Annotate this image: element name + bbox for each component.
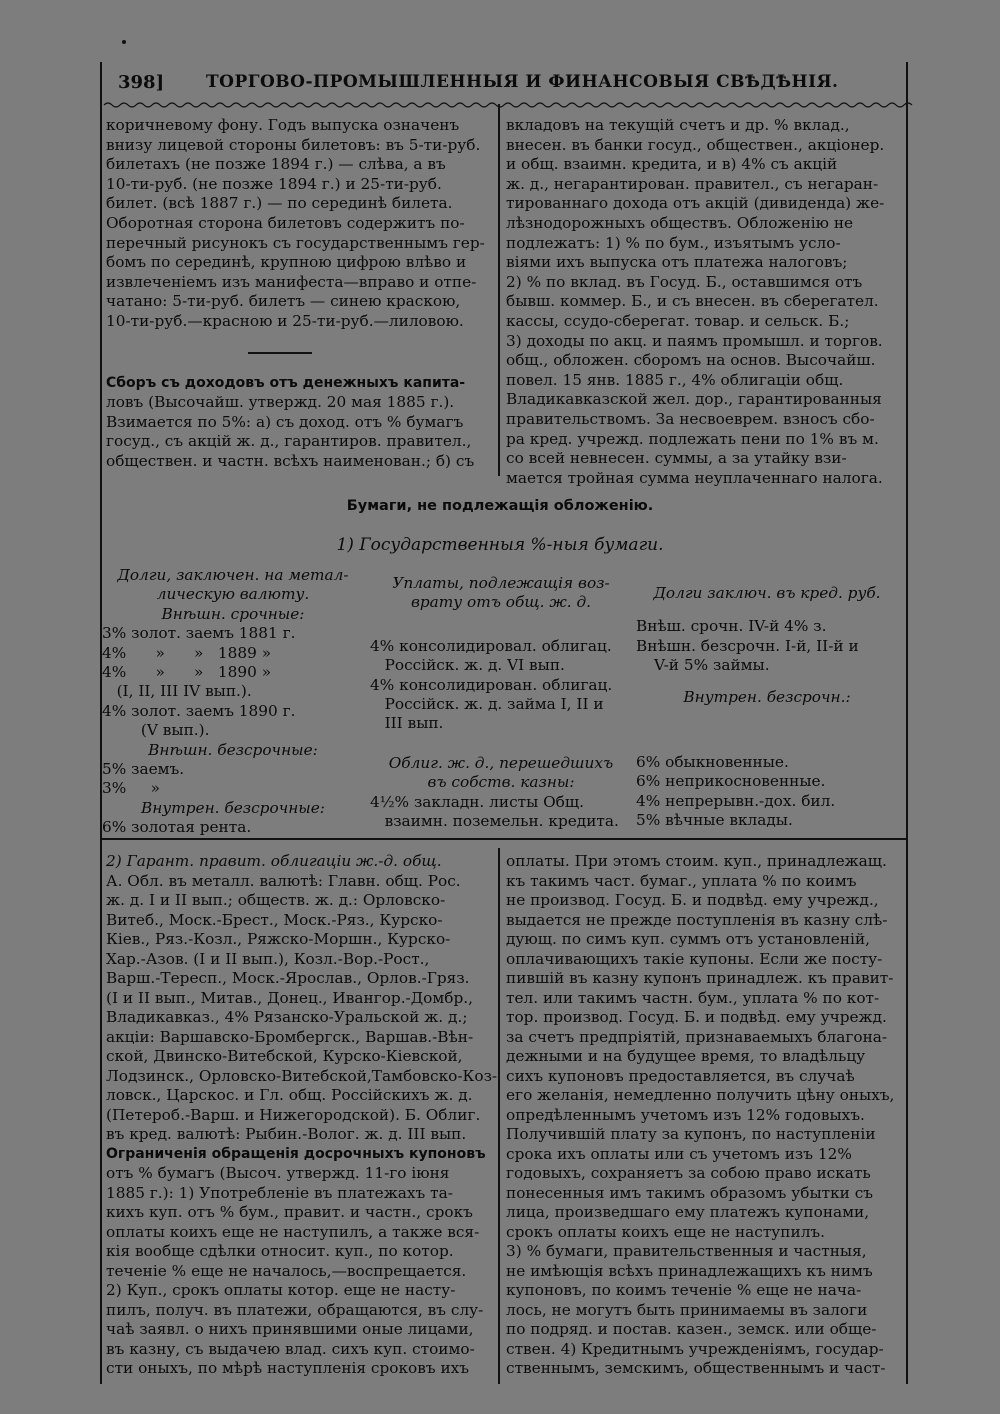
table-row: 4% консолидирован. облигац. [370,675,613,694]
table-row: 3% » [102,779,160,798]
text-line: опредѣленнымъ учетомъ изъ 12% годовыхъ. [506,1105,865,1124]
text-line: Варш.-Тересп., Моск.-Ярослав., Орлов.-Гряз. [106,969,470,987]
text-line: А. Обл. въ металл. валютѣ: Главн. общ. Рос. [106,871,461,890]
text-line: оплаты коихъ еще не наступилъ, а также вся- [106,1222,480,1241]
section-subtitle: 1) Государственныя %-ныя бумаги. [336,535,664,555]
text-line: выдается не прежде поступленія въ казну слѣ- [506,910,888,929]
text-line: его желанія, немедленно получить цѣну оныхъ, [506,1086,895,1104]
text-line: лось, не могутъ быть принимаемы въ залоги [506,1300,868,1319]
text-line: повел. 15 янв. 1885 г., 4% облигаціи общ. [506,370,844,389]
text-line: купоновъ, по коимъ теченіе % еще не нача- [506,1281,862,1299]
table-row: 6% золотая рента. [102,818,252,837]
col-subheader: Облиг. ж. д., перешедшихъ [388,753,614,772]
text-line: обществен. и частн. всѣхъ наименован.; б) съ [106,451,475,470]
text-line: ловъ (Высочайш. утвержд. 20 мая 1885 г.). [106,393,455,412]
running-title: ТОРГОВО-ПРОМЫШЛЕННЫЯ И ФИНАНСОВЫЯ СВѢДѢНІЯ. [206,72,839,92]
col-subheader: Внѣшн. безсрочные: [148,740,318,759]
table-row: Внѣшн. безсрочн. I-й, II-й и [636,636,859,655]
text-line: ж. д. I и II вып.; обществ. ж. д.: Орловско- [106,891,446,909]
top-column-divider [498,104,500,476]
text-line: Кіев., Ряз.-Козл., Ряжско-Моршн., Курско- [106,930,451,948]
table-col-metal-currency [102,566,364,838]
text-line: ж. д., негарантирован. правител., съ негаран- [506,174,879,193]
text-line: лѣзнодорожныхъ обществъ. Обложенію не [506,213,854,232]
text-line: въ кред. валютѣ: Рыбин.-Волог. ж. д. III вып. [106,1125,467,1143]
table-row: Россійск. ж. д. займа I, II и [370,695,604,714]
bottom-column-divider [498,848,500,1384]
col-header: Долги заключ. въ кред. руб. [653,584,881,602]
text-line: бомъ по серединѣ, крупною цифрою влѣво и [106,253,467,272]
text-line: мается тройная сумма неуплаченнаго налога. [506,468,883,487]
table-row: 4% золот. заемъ 1890 г. [102,701,296,720]
table-row: 5% вѣчные вклады. [636,811,793,830]
right-margin-line [906,62,908,1384]
text-line: дующ. по симъ куп. суммъ отъ установленій, [506,930,870,948]
text-line: годовыхъ, сохраняетъ за собою право искать [506,1164,871,1182]
table-row: (I, II, III IV вып.). [102,682,252,701]
col-subheader: Внѣшн. срочные: [161,604,305,623]
table-row: 4% » » 1890 » [102,663,272,682]
section-heading-tax: Сборъ съ доходовъ отъ денежныхъ капита- [106,374,466,391]
text-line: пилъ, получ. въ платежи, обращаются, въ слу- [106,1300,484,1319]
table-row: Внѣш. срочн. IV-й 4% з. [636,617,827,636]
text-line: сти оныхъ, по мѣрѣ наступленія сроковъ ихъ [106,1359,470,1377]
text-line: Владикавказ., 4% Рязанско-Уральской ж. д.; [106,1008,468,1026]
table-row: 4% непрерывн.-дох. бил. [636,791,836,810]
text-line: Витеб., Моск.-Брест., Моск.-Ряз., Курско- [106,910,443,929]
top-left-para1 [106,116,490,332]
text-line: срока ихъ оплаты или съ учетомъ изъ 12% [506,1144,852,1163]
table-row: III вып. [370,714,444,733]
text-line: Получившій плату за купонъ, по наступленіи [506,1125,876,1143]
table-row: взаимн. поземельн. кредита. [370,812,619,831]
col-subheader: въ собств. казны: [427,773,575,792]
text-line: дежными и на будущее время, то владѣльцу [506,1047,866,1065]
text-line: за счетъ предпріятій, признаваемыхъ благона- [506,1027,888,1046]
section-title: Бумаги, не подлежащія обложенію. [346,498,654,514]
text-line: сихъ купоновъ предоставляется, въ случаѣ [506,1066,855,1085]
text-line: не имѣющія всѣхъ принадлежащихъ къ нимъ [506,1261,873,1280]
text-line: перечный рисунокъ съ государственнымъ гер- [106,233,485,252]
text-line: ра кред. учрежд. подлежать пени по 1% въ м. [506,429,879,448]
text-line: Оборотная сторона билетовъ содержитъ по- [106,213,465,232]
text-line: билет. (всѣ 1887 г.) — по серединѣ билета. [106,194,453,213]
text-line: по подряд. и постав. казен., земск. или обще- [506,1320,877,1338]
text-line: ловск., Царскос. и Гл. общ. Россійскихъ ж. д. [106,1086,473,1104]
table-row: 5% заемъ. [102,760,185,779]
text-line: не производ. Госуд. Б. и подвѣд. ему учрежд., [506,891,879,909]
text-line: віями ихъ выпуска отъ платежа налоговъ; [506,253,848,272]
text-line: внизу лицевой стороны билетовъ: въ 5-ти-руб. [106,135,481,154]
text-line: Взимается по 5%: а) съ доход. отъ % бумагъ [106,412,464,431]
text-line: 3) доходы по акц. и паямъ промышл. и торгов. [506,331,883,350]
text-line: ствен. 4) Кредитнымъ учрежденіямъ, государ- [506,1339,884,1358]
text-line: тел. или такимъ частн. бум., уплата % по кот- [506,988,880,1007]
text-line: госуд., съ акцій ж. д., гарантиров. правител., [106,432,472,451]
text-line: правительствомъ. За несвоеврем. взносъ сбо- [506,409,875,428]
text-line: ской, Двинско-Витебской, Курско-Кіевской, [106,1047,463,1065]
page-number: 398] [118,72,165,93]
text-line: пившій въ казну купонъ принадлеж. къ правит- [506,969,894,987]
table-row: 4% » » 1889 » [102,643,272,662]
text-line: 1885 г.): 1) Употребленіе въ платежахъ та- [106,1183,453,1202]
table-row: Россійск. ж. д. VI вып. [370,656,565,675]
text-line: и общ. взаимн. кредита, и в) 4% съ акцій [506,155,838,174]
col-header: лическую валюту. [156,585,310,604]
bottom-right-column [506,852,898,1382]
text-line: кія вообще сдѣлки относит. куп., по котор. [106,1242,454,1260]
wavy-rule [104,100,912,110]
col-subheader: Внутрен. безсрочные: [141,798,325,817]
stray-dot-mark [122,40,126,44]
table-row: 6% обыкновенные. [636,753,789,772]
text-line: билетахъ (не позже 1894 г.) — слѣва, а въ [106,155,446,174]
table-row: (V вып.). [102,721,210,740]
col-header: врату отъ общ. ж. д. [410,593,592,612]
top-left-para2 [106,374,490,472]
col-subheader: Внутрен. безсрочн.: [683,687,851,706]
text-line: (I и II вып., Митав., Донец., Ивангор.-Домбр., [106,988,473,1007]
text-line: въ казну, съ выдачею влад. сихъ куп. стоимо- [106,1339,475,1358]
col-header: Долги, заключен. на метал- [117,566,349,584]
text-line: чаѣ заявл. о нихъ принявшими оные лицами, [106,1320,474,1338]
text-line: 2) % по вклад. въ Госуд. Б., оставшимся отъ [506,272,863,291]
text-line: бывш. коммер. Б., и съ внесен. въ сберегател. [506,292,879,311]
table-row: 4½% закладн. листы Общ. [370,792,584,811]
top-left-column [106,116,490,476]
text-line: оплаты. При этомъ стоим. куп., принадлежащ. [506,852,887,870]
section-heading-coupons: Ограниченія обращенія досрочныхъ купоновъ [106,1145,486,1162]
text-line: срокъ оплаты коихъ еще не наступилъ. [506,1222,826,1241]
table-row: 6% неприкосновенные. [636,772,826,791]
bottom-left-column [106,852,498,1382]
text-line: понесенныя имъ такимъ образомъ убытки съ [506,1183,874,1202]
text-line: тированнаго дохода отъ акцій (дивиденда) же- [506,194,885,213]
text-line: оплачивающихъ такіе купоны. Если же посту- [506,949,883,968]
text-line: отъ % бумагъ (Высоч. утвержд. 11-го іюня [106,1164,450,1182]
text-line: со всей невнесен. суммы, а за утайку взи- [506,449,847,468]
col-header: Уплаты, подлежащія воз- [392,574,610,592]
text-line: тор. производ. Госуд. Б. и подвѣд. ему учрежд. [506,1008,887,1026]
text-line: къ такимъ част. бумаг., уплата % по коимъ [506,871,857,890]
horizontal-rule [100,838,908,840]
text-line: 2) Гарант. правит. облигаціи ж.-д. общ. [106,852,442,870]
text-line: 10-ти-руб.—красною и 25-ти-руб.—лиловою. [106,311,464,330]
text-line: внесен. въ банки госуд., обществен., акціонер. [506,135,885,154]
table-row: 4% консолидировал. облигац. [370,636,612,655]
text-line: вкладовъ на текущій счетъ и др. % вклад., [506,116,850,134]
table-row: V-й 5% займы. [654,656,770,675]
text-line: лица, произведшаго ему платежъ купонами, [506,1203,870,1221]
table-col-railway-payments [370,574,632,831]
short-separator [248,352,312,354]
text-line: ственнымъ, земскимъ, общественнымъ и част- [506,1359,886,1377]
text-line: (Петероб.-Варш. и Нижегородской). Б. Облиг. [106,1105,481,1124]
text-line: теченіе % еще не началось,—воспрещается. [106,1261,467,1280]
table-row: 3% золот. заемъ 1881 г. [102,624,296,643]
text-line: кихъ куп. отъ % бум., правит. и частн., срокъ [106,1203,473,1221]
text-line: 3) % бумаги, правительственныя и частныя, [506,1242,867,1260]
text-line: Хар.-Азов. (I и II вып.), Козл.-Вор.-Рост., [106,949,430,968]
text-line: кассы, ссудо-сберегат. товар. и сельск. Б.; [506,311,850,330]
text-line: коричневому фону. Годъ выпуска означенъ [106,116,460,134]
text-line: чатано: 5-ти-руб. билетъ — синею краскою, [106,292,461,311]
text-line: 2) Куп., срокъ оплаты котор. еще не насту- [106,1281,456,1299]
text-line: общ., обложен. сборомъ на основ. Высочайш. [506,351,876,370]
table-col-credit-rubles [636,584,898,831]
text-line: подлежатъ: 1) % по бум., изъятымъ усло- [506,233,841,252]
text-line: Владикавказской жел. дор., гарантированныя [506,390,882,409]
text-line: 10-ти-руб. (не позже 1894 г.) и 25-ти-руб. [106,174,442,193]
text-line: акціи: Варшавско-Бромбергск., Варшав.-Вѣн- [106,1027,474,1046]
top-right-column [506,116,898,487]
text-line: Лодзинск., Орловско-Витебской,Тамбовско-Коз- [106,1066,498,1085]
text-line: извлеченіемъ изъ манифеста—вправо и отпе- [106,272,477,291]
page-header [118,66,908,100]
